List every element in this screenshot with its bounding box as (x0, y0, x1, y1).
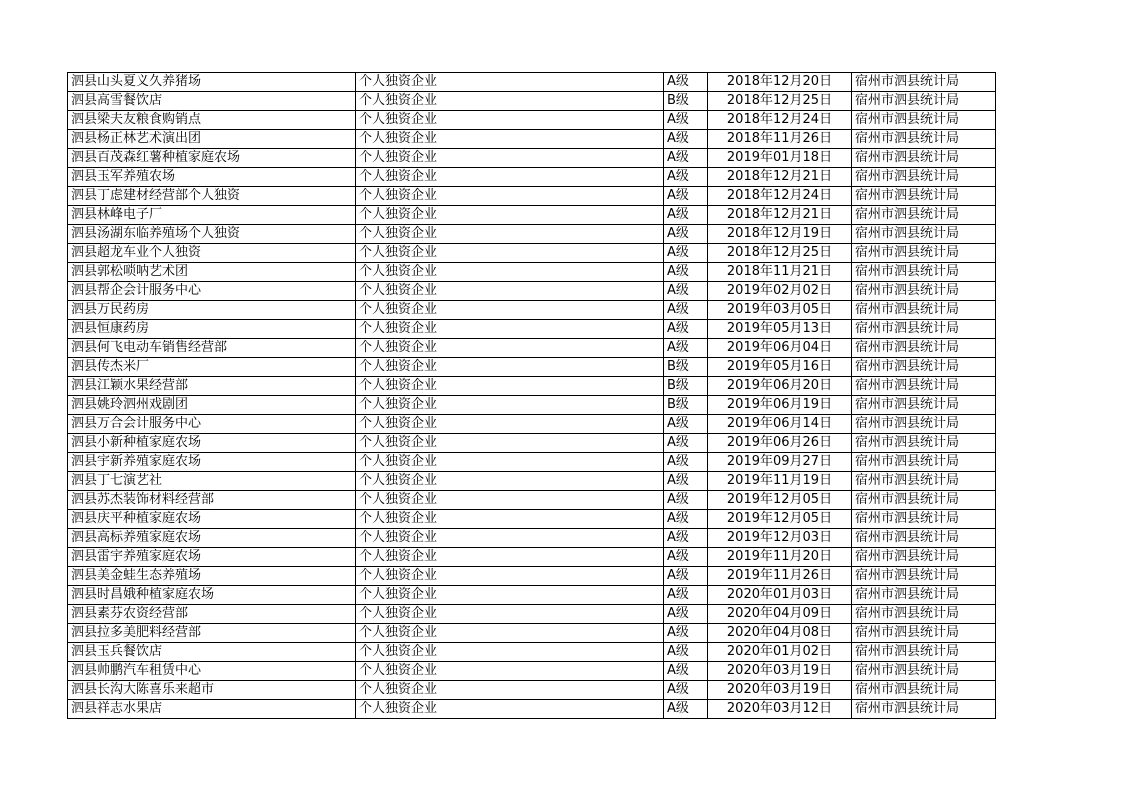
issuing-agency-cell: 宿州市泗县统计局 (852, 301, 996, 320)
credit-grade-cell: A级 (664, 510, 708, 529)
issuing-agency-cell: 宿州市泗县统计局 (852, 149, 996, 168)
issuing-agency-cell: 宿州市泗县统计局 (852, 529, 996, 548)
issuing-agency-cell: 宿州市泗县统计局 (852, 377, 996, 396)
enterprise-name-cell: 泗县超龙车业个人独资 (68, 244, 356, 263)
table-row (68, 339, 996, 358)
issuing-agency-cell: 宿州市泗县统计局 (852, 73, 996, 92)
credit-rating-table (67, 72, 996, 719)
rating-date-cell: 2018年11月26日 (708, 130, 852, 149)
table-row (68, 377, 996, 396)
issuing-agency-cell: 宿州市泗县统计局 (852, 282, 996, 301)
rating-date-cell: 2020年03月19日 (708, 662, 852, 681)
table-row (68, 244, 996, 263)
credit-grade-cell: A级 (664, 187, 708, 206)
rating-date-cell: 2020年04月08日 (708, 624, 852, 643)
enterprise-name-cell: 泗县宇新养殖家庭农场 (68, 453, 356, 472)
enterprise-type-cell: 个人独资企业 (356, 358, 664, 377)
table-row (68, 187, 996, 206)
rating-date-cell: 2019年06月20日 (708, 377, 852, 396)
enterprise-type-cell: 个人独资企业 (356, 377, 664, 396)
credit-grade-cell: B级 (664, 358, 708, 377)
issuing-agency-cell: 宿州市泗县统计局 (852, 700, 996, 719)
rating-date-cell: 2020年01月02日 (708, 643, 852, 662)
issuing-agency-cell: 宿州市泗县统计局 (852, 681, 996, 700)
rating-date-cell: 2018年12月20日 (708, 73, 852, 92)
credit-grade-cell: A级 (664, 73, 708, 92)
table-row (68, 149, 996, 168)
enterprise-type-cell: 个人独资企业 (356, 339, 664, 358)
enterprise-name-cell: 泗县何飞电动车销售经营部 (68, 339, 356, 358)
rating-date-cell: 2018年12月25日 (708, 92, 852, 111)
table-row (68, 453, 996, 472)
table-row (68, 643, 996, 662)
table-row (68, 263, 996, 282)
enterprise-type-cell: 个人独资企业 (356, 700, 664, 719)
table-row (68, 624, 996, 643)
enterprise-name-cell: 泗县万民药房 (68, 301, 356, 320)
enterprise-name-cell: 泗县恒康药房 (68, 320, 356, 339)
enterprise-type-cell: 个人独资企业 (356, 149, 664, 168)
enterprise-type-cell: 个人独资企业 (356, 168, 664, 187)
enterprise-name-cell: 泗县祥志水果店 (68, 700, 356, 719)
enterprise-name-cell: 泗县帮企会计服务中心 (68, 282, 356, 301)
enterprise-type-cell: 个人独资企业 (356, 130, 664, 149)
issuing-agency-cell: 宿州市泗县统计局 (852, 624, 996, 643)
credit-grade-cell: A级 (664, 700, 708, 719)
enterprise-type-cell: 个人独资企业 (356, 510, 664, 529)
issuing-agency-cell: 宿州市泗县统计局 (852, 586, 996, 605)
credit-grade-cell: A级 (664, 339, 708, 358)
enterprise-type-cell: 个人独资企业 (356, 263, 664, 282)
table-row (68, 358, 996, 377)
rating-date-cell: 2020年03月19日 (708, 681, 852, 700)
issuing-agency-cell: 宿州市泗县统计局 (852, 168, 996, 187)
issuing-agency-cell: 宿州市泗县统计局 (852, 339, 996, 358)
rating-date-cell: 2018年11月21日 (708, 263, 852, 282)
credit-grade-cell: A级 (664, 586, 708, 605)
rating-date-cell: 2019年11月20日 (708, 548, 852, 567)
enterprise-type-cell: 个人独资企业 (356, 586, 664, 605)
enterprise-type-cell: 个人独资企业 (356, 244, 664, 263)
table-row (68, 510, 996, 529)
credit-grade-cell: A级 (664, 548, 708, 567)
enterprise-name-cell: 泗县玉军养殖农场 (68, 168, 356, 187)
enterprise-name-cell: 泗县百茂森红薯种植家庭农场 (68, 149, 356, 168)
credit-grade-cell: A级 (664, 301, 708, 320)
credit-grade-cell: A级 (664, 282, 708, 301)
table-row (68, 567, 996, 586)
enterprise-name-cell: 泗县帅鹏汽车租赁中心 (68, 662, 356, 681)
issuing-agency-cell: 宿州市泗县统计局 (852, 548, 996, 567)
issuing-agency-cell: 宿州市泗县统计局 (852, 92, 996, 111)
enterprise-name-cell: 泗县小新种植家庭农场 (68, 434, 356, 453)
enterprise-type-cell: 个人独资企业 (356, 529, 664, 548)
rating-date-cell: 2019年01月18日 (708, 149, 852, 168)
table-row (68, 301, 996, 320)
credit-grade-cell: A级 (664, 434, 708, 453)
table-row (68, 73, 996, 92)
enterprise-name-cell: 泗县郭松唢呐艺术团 (68, 263, 356, 282)
enterprise-name-cell: 泗县庆平种植家庭农场 (68, 510, 356, 529)
enterprise-name-cell: 泗县拉多美肥料经营部 (68, 624, 356, 643)
rating-date-cell: 2019年06月04日 (708, 339, 852, 358)
enterprise-name-cell: 泗县高标养殖家庭农场 (68, 529, 356, 548)
enterprise-name-cell: 泗县美金蛙生态养殖场 (68, 567, 356, 586)
enterprise-name-cell: 泗县玉兵餐饮店 (68, 643, 356, 662)
enterprise-name-cell: 泗县姚玲泗州戏剧团 (68, 396, 356, 415)
enterprise-type-cell: 个人独资企业 (356, 282, 664, 301)
table-row (68, 111, 996, 130)
issuing-agency-cell: 宿州市泗县统计局 (852, 111, 996, 130)
enterprise-type-cell: 个人独资企业 (356, 453, 664, 472)
credit-grade-cell: A级 (664, 624, 708, 643)
issuing-agency-cell: 宿州市泗县统计局 (852, 187, 996, 206)
issuing-agency-cell: 宿州市泗县统计局 (852, 320, 996, 339)
issuing-agency-cell: 宿州市泗县统计局 (852, 396, 996, 415)
enterprise-type-cell: 个人独资企业 (356, 548, 664, 567)
table-row (68, 92, 996, 111)
enterprise-name-cell: 泗县汤湖东临养殖场个人独资 (68, 225, 356, 244)
rating-date-cell: 2019年12月05日 (708, 510, 852, 529)
rating-date-cell: 2018年12月21日 (708, 206, 852, 225)
table-row (68, 681, 996, 700)
issuing-agency-cell: 宿州市泗县统计局 (852, 225, 996, 244)
rating-date-cell: 2019年05月13日 (708, 320, 852, 339)
issuing-agency-cell: 宿州市泗县统计局 (852, 643, 996, 662)
credit-grade-cell: A级 (664, 415, 708, 434)
issuing-agency-cell: 宿州市泗县统计局 (852, 263, 996, 282)
issuing-agency-cell: 宿州市泗县统计局 (852, 662, 996, 681)
enterprise-type-cell: 个人独资企业 (356, 225, 664, 244)
credit-grade-cell: A级 (664, 206, 708, 225)
issuing-agency-cell: 宿州市泗县统计局 (852, 206, 996, 225)
credit-grade-cell: A级 (664, 662, 708, 681)
enterprise-type-cell: 个人独资企业 (356, 320, 664, 339)
rating-date-cell: 2018年12月24日 (708, 187, 852, 206)
issuing-agency-cell: 宿州市泗县统计局 (852, 244, 996, 263)
enterprise-name-cell: 泗县高雪餐饮店 (68, 92, 356, 111)
credit-grade-cell: A级 (664, 472, 708, 491)
table-row (68, 662, 996, 681)
rating-date-cell: 2019年06月26日 (708, 434, 852, 453)
credit-grade-cell: A级 (664, 320, 708, 339)
rating-date-cell: 2020年01月03日 (708, 586, 852, 605)
rating-date-cell: 2018年12月25日 (708, 244, 852, 263)
rating-date-cell: 2019年11月19日 (708, 472, 852, 491)
table-row (68, 586, 996, 605)
enterprise-name-cell: 泗县长沟大陈喜乐来超市 (68, 681, 356, 700)
enterprise-name-cell: 泗县丁七演艺社 (68, 472, 356, 491)
table-row (68, 472, 996, 491)
credit-grade-cell: A级 (664, 529, 708, 548)
issuing-agency-cell: 宿州市泗县统计局 (852, 415, 996, 434)
issuing-agency-cell: 宿州市泗县统计局 (852, 434, 996, 453)
enterprise-type-cell: 个人独资企业 (356, 624, 664, 643)
enterprise-type-cell: 个人独资企业 (356, 605, 664, 624)
issuing-agency-cell: 宿州市泗县统计局 (852, 567, 996, 586)
credit-grade-cell: A级 (664, 130, 708, 149)
enterprise-name-cell: 泗县江颖水果经营部 (68, 377, 356, 396)
enterprise-name-cell: 泗县梁夫友粮食购销点 (68, 111, 356, 130)
issuing-agency-cell: 宿州市泗县统计局 (852, 130, 996, 149)
credit-grade-cell: A级 (664, 111, 708, 130)
table-row (68, 206, 996, 225)
rating-date-cell: 2019年11月26日 (708, 567, 852, 586)
issuing-agency-cell: 宿州市泗县统计局 (852, 472, 996, 491)
enterprise-name-cell: 泗县万合会计服务中心 (68, 415, 356, 434)
enterprise-type-cell: 个人独资企业 (356, 643, 664, 662)
issuing-agency-cell: 宿州市泗县统计局 (852, 358, 996, 377)
enterprise-name-cell: 泗县时昌娥种植家庭农场 (68, 586, 356, 605)
credit-grade-cell: B级 (664, 377, 708, 396)
table-row (68, 320, 996, 339)
table-row (68, 225, 996, 244)
rating-date-cell: 2018年12月24日 (708, 111, 852, 130)
enterprise-type-cell: 个人独资企业 (356, 491, 664, 510)
rating-date-cell: 2018年12月21日 (708, 168, 852, 187)
table-row (68, 700, 996, 719)
enterprise-name-cell: 泗县传杰米厂 (68, 358, 356, 377)
credit-grade-cell: A级 (664, 605, 708, 624)
table-row (68, 491, 996, 510)
rating-date-cell: 2019年12月05日 (708, 491, 852, 510)
credit-grade-cell: A级 (664, 244, 708, 263)
enterprise-name-cell: 泗县丁虑建材经营部个人独资 (68, 187, 356, 206)
enterprise-type-cell: 个人独资企业 (356, 472, 664, 491)
table-row (68, 130, 996, 149)
credit-grade-cell: A级 (664, 681, 708, 700)
enterprise-type-cell: 个人独资企业 (356, 434, 664, 453)
credit-grade-cell: A级 (664, 168, 708, 187)
rating-date-cell: 2018年12月19日 (708, 225, 852, 244)
table-row (68, 605, 996, 624)
rating-date-cell: 2020年03月12日 (708, 700, 852, 719)
rating-date-cell: 2019年06月19日 (708, 396, 852, 415)
enterprise-name-cell: 泗县素芬农资经营部 (68, 605, 356, 624)
enterprise-type-cell: 个人独资企业 (356, 396, 664, 415)
rating-date-cell: 2019年06月14日 (708, 415, 852, 434)
enterprise-type-cell: 个人独资企业 (356, 73, 664, 92)
enterprise-name-cell: 泗县杨正林艺术演出团 (68, 130, 356, 149)
credit-grade-cell: B级 (664, 92, 708, 111)
rating-date-cell: 2019年02月02日 (708, 282, 852, 301)
table-row (68, 168, 996, 187)
enterprise-type-cell: 个人独资企业 (356, 111, 664, 130)
table-row (68, 548, 996, 567)
issuing-agency-cell: 宿州市泗县统计局 (852, 453, 996, 472)
enterprise-type-cell: 个人独资企业 (356, 567, 664, 586)
table-row (68, 434, 996, 453)
table-row (68, 529, 996, 548)
rating-date-cell: 2019年12月03日 (708, 529, 852, 548)
enterprise-type-cell: 个人独资企业 (356, 187, 664, 206)
enterprise-type-cell: 个人独资企业 (356, 681, 664, 700)
enterprise-name-cell: 泗县雷宇养殖家庭农场 (68, 548, 356, 567)
enterprise-type-cell: 个人独资企业 (356, 301, 664, 320)
credit-grade-cell: A级 (664, 643, 708, 662)
enterprise-name-cell: 泗县山头夏义久养猪场 (68, 73, 356, 92)
credit-grade-cell: A级 (664, 453, 708, 472)
table-row (68, 396, 996, 415)
rating-date-cell: 2019年03月05日 (708, 301, 852, 320)
credit-grade-cell: A级 (664, 149, 708, 168)
enterprise-type-cell: 个人独资企业 (356, 206, 664, 225)
enterprise-name-cell: 泗县林峰电子厂 (68, 206, 356, 225)
enterprise-name-cell: 泗县苏杰装饰材料经营部 (68, 491, 356, 510)
issuing-agency-cell: 宿州市泗县统计局 (852, 491, 996, 510)
credit-grade-cell: A级 (664, 263, 708, 282)
enterprise-type-cell: 个人独资企业 (356, 662, 664, 681)
table-body (68, 73, 996, 719)
credit-grade-cell: A级 (664, 225, 708, 244)
enterprise-type-cell: 个人独资企业 (356, 92, 664, 111)
rating-date-cell: 2019年09月27日 (708, 453, 852, 472)
enterprise-type-cell: 个人独资企业 (356, 415, 664, 434)
issuing-agency-cell: 宿州市泗县统计局 (852, 605, 996, 624)
credit-grade-cell: A级 (664, 491, 708, 510)
table-row (68, 415, 996, 434)
credit-grade-cell: A级 (664, 567, 708, 586)
table-row (68, 282, 996, 301)
rating-date-cell: 2020年04月09日 (708, 605, 852, 624)
issuing-agency-cell: 宿州市泗县统计局 (852, 510, 996, 529)
credit-grade-cell: B级 (664, 396, 708, 415)
rating-date-cell: 2019年05月16日 (708, 358, 852, 377)
